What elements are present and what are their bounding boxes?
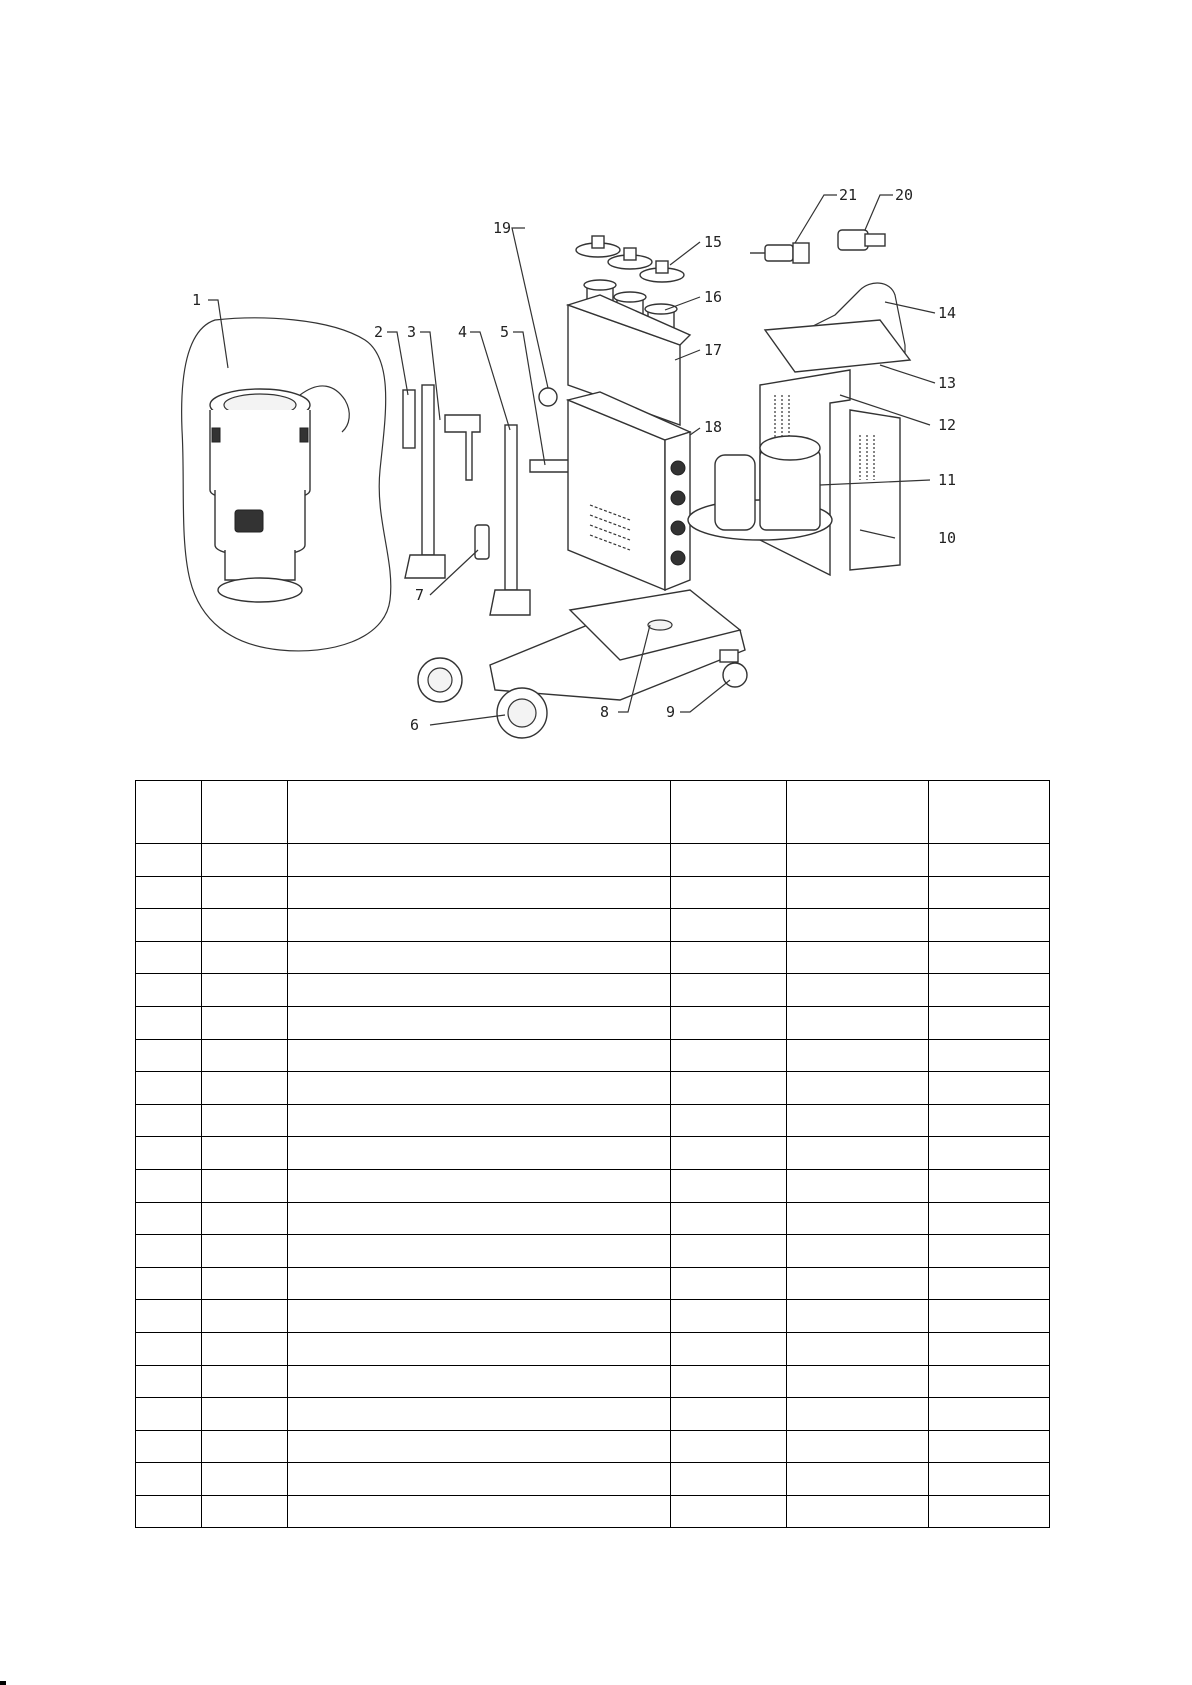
table-cell <box>929 1006 1050 1039</box>
table-cell <box>202 1137 288 1170</box>
table-row <box>136 1267 1050 1300</box>
table-row <box>136 1463 1050 1496</box>
table-cell <box>787 1202 929 1235</box>
part-9-caster <box>720 650 747 687</box>
table-cell <box>202 1398 288 1431</box>
part-1-separator <box>182 318 391 651</box>
callout-2: 2 <box>374 323 384 341</box>
table-cell <box>288 941 671 974</box>
page-edge-mark <box>0 1681 6 1685</box>
table-cell <box>929 941 1050 974</box>
table-cell <box>202 1104 288 1137</box>
callout-1: 1 <box>192 291 202 309</box>
table-cell <box>136 844 202 877</box>
table-cell <box>787 974 929 1007</box>
table-cell <box>671 941 787 974</box>
table-cell <box>671 1104 787 1137</box>
table-cell <box>929 1235 1050 1268</box>
table-cell <box>787 1137 929 1170</box>
table-body <box>136 844 1050 1528</box>
part-20-coupling <box>838 230 885 250</box>
table-cell <box>202 1365 288 1398</box>
table-cell <box>202 941 288 974</box>
table-cell <box>288 1495 671 1528</box>
table-cell <box>288 1202 671 1235</box>
table-cell <box>929 1169 1050 1202</box>
part-2-bracket <box>403 390 415 448</box>
table-cell <box>136 909 202 942</box>
table-row <box>136 1006 1050 1039</box>
table-cell <box>202 844 288 877</box>
table-cell <box>671 1430 787 1463</box>
part-19-knob <box>539 388 557 406</box>
table-cell <box>288 1398 671 1431</box>
table-cell <box>787 1104 929 1137</box>
table-cell <box>671 1267 787 1300</box>
table-cell <box>202 1430 288 1463</box>
table-cell <box>671 1137 787 1170</box>
table-row <box>136 1039 1050 1072</box>
table-row <box>136 1398 1050 1431</box>
header-cell <box>136 781 202 844</box>
table-cell <box>929 1463 1050 1496</box>
table-cell <box>136 1430 202 1463</box>
table-cell <box>787 1398 929 1431</box>
table-cell <box>136 1039 202 1072</box>
table-row <box>136 974 1050 1007</box>
callout-3: 3 <box>407 323 417 341</box>
table-cell <box>929 1300 1050 1333</box>
table-cell <box>787 1169 929 1202</box>
table-cell <box>136 1332 202 1365</box>
table-cell <box>202 1300 288 1333</box>
table-cell <box>929 1398 1050 1431</box>
callout-20: 20 <box>895 186 914 204</box>
table-cell <box>671 1006 787 1039</box>
table-cell <box>929 876 1050 909</box>
table-cell <box>671 1202 787 1235</box>
table-cell <box>787 1300 929 1333</box>
table-cell <box>288 1039 671 1072</box>
table-row <box>136 1430 1050 1463</box>
table-cell <box>929 844 1050 877</box>
table-cell <box>929 1202 1050 1235</box>
table-cell <box>288 974 671 1007</box>
part-4-upright <box>490 425 530 615</box>
part-10-side-panel <box>850 410 900 570</box>
table-cell <box>787 1365 929 1398</box>
table-cell <box>288 1300 671 1333</box>
table-cell <box>136 1398 202 1431</box>
header-cell <box>787 781 929 844</box>
table-header-row <box>136 781 1050 844</box>
table-cell <box>202 1169 288 1202</box>
table-cell <box>136 941 202 974</box>
table-cell <box>202 1267 288 1300</box>
table-cell <box>671 1332 787 1365</box>
table-cell <box>929 974 1050 1007</box>
table-cell <box>929 1267 1050 1300</box>
table-cell <box>288 909 671 942</box>
table-cell <box>136 1006 202 1039</box>
table-cell <box>929 1137 1050 1170</box>
table-row <box>136 1332 1050 1365</box>
parts-list-table <box>135 780 1050 1528</box>
header-cell <box>288 781 671 844</box>
table-cell <box>288 1137 671 1170</box>
table-cell <box>202 1495 288 1528</box>
table-cell <box>136 876 202 909</box>
table-row <box>136 1300 1050 1333</box>
part-3-upright <box>405 385 480 578</box>
table-row <box>136 1365 1050 1398</box>
callout-17: 17 <box>704 341 723 359</box>
table-cell <box>202 1006 288 1039</box>
table-cell <box>136 1137 202 1170</box>
table-cell <box>787 1495 929 1528</box>
callout-7: 7 <box>415 586 425 604</box>
callout-11: 11 <box>938 471 957 489</box>
callout-18: 18 <box>704 418 723 436</box>
table-cell <box>787 1463 929 1496</box>
callout-10: 10 <box>938 529 957 547</box>
table-cell <box>136 1235 202 1268</box>
table-cell <box>288 1430 671 1463</box>
table-cell <box>202 1332 288 1365</box>
table-cell <box>671 1039 787 1072</box>
header-cell <box>929 781 1050 844</box>
table-cell <box>202 1202 288 1235</box>
table-cell <box>787 1235 929 1268</box>
table-cell <box>787 844 929 877</box>
table-cell <box>671 1398 787 1431</box>
table-cell <box>202 1039 288 1072</box>
table-cell <box>288 1365 671 1398</box>
callout-15: 15 <box>704 233 723 251</box>
table-cell <box>288 876 671 909</box>
table-row <box>136 909 1050 942</box>
table-cell <box>288 1006 671 1039</box>
table-cell <box>288 844 671 877</box>
table-cell <box>136 1267 202 1300</box>
table-cell <box>202 974 288 1007</box>
table-row <box>136 1104 1050 1137</box>
table-cell <box>787 1006 929 1039</box>
table-cell <box>136 1463 202 1496</box>
part-15-caps <box>576 236 684 282</box>
part-21-coupling <box>750 243 809 263</box>
table-cell <box>288 1463 671 1496</box>
part-5-bracket <box>530 460 570 472</box>
table-cell <box>787 876 929 909</box>
table-cell <box>787 1267 929 1300</box>
table-cell <box>288 1235 671 1268</box>
part-13-top-plate <box>765 320 910 372</box>
table-cell <box>136 1072 202 1105</box>
exploded-parts-diagram <box>0 0 1192 760</box>
table-cell <box>671 1365 787 1398</box>
table-cell <box>671 1072 787 1105</box>
table-row <box>136 1169 1050 1202</box>
table-cell <box>136 1495 202 1528</box>
table-cell <box>671 1169 787 1202</box>
table-cell <box>202 876 288 909</box>
table-row <box>136 1202 1050 1235</box>
table-cell <box>787 1039 929 1072</box>
table-cell <box>136 1365 202 1398</box>
table-cell <box>929 1430 1050 1463</box>
table-cell <box>202 909 288 942</box>
table-cell <box>202 1072 288 1105</box>
table-cell <box>136 974 202 1007</box>
callout-13: 13 <box>938 374 957 392</box>
table-cell <box>136 1202 202 1235</box>
table-cell <box>136 1300 202 1333</box>
table-cell <box>787 1072 929 1105</box>
table-cell <box>288 1104 671 1137</box>
table-row <box>136 876 1050 909</box>
table-cell <box>929 1039 1050 1072</box>
table-cell <box>929 909 1050 942</box>
table-row <box>136 1235 1050 1268</box>
table-cell <box>288 1332 671 1365</box>
table-row <box>136 941 1050 974</box>
table-cell <box>671 844 787 877</box>
table-cell <box>787 1430 929 1463</box>
header-cell <box>671 781 787 844</box>
table-cell <box>787 941 929 974</box>
table-cell <box>202 1235 288 1268</box>
table-cell <box>671 1463 787 1496</box>
table-cell <box>671 876 787 909</box>
table-cell <box>787 1332 929 1365</box>
callout-6: 6 <box>410 716 420 734</box>
header-cell <box>202 781 288 844</box>
table-cell <box>671 909 787 942</box>
table-cell <box>671 974 787 1007</box>
callout-4: 4 <box>458 323 468 341</box>
callout-21: 21 <box>839 186 858 204</box>
table-row <box>136 1072 1050 1105</box>
callout-12: 12 <box>938 416 957 434</box>
callout-16: 16 <box>704 288 723 306</box>
table-cell <box>929 1365 1050 1398</box>
table-cell <box>136 1104 202 1137</box>
table-cell <box>671 1235 787 1268</box>
callout-9: 9 <box>666 703 676 721</box>
table-cell <box>929 1072 1050 1105</box>
table-cell <box>929 1104 1050 1137</box>
table-row <box>136 1137 1050 1170</box>
callout-19: 19 <box>493 219 512 237</box>
table-cell <box>288 1169 671 1202</box>
callout-8: 8 <box>600 703 610 721</box>
table-cell <box>787 909 929 942</box>
table-cell <box>202 1463 288 1496</box>
part-7-filter-cartridge <box>475 525 489 559</box>
table-row <box>136 1495 1050 1528</box>
table-cell <box>288 1072 671 1105</box>
callout-5: 5 <box>500 323 510 341</box>
table-cell <box>671 1300 787 1333</box>
callout-14: 14 <box>938 304 957 322</box>
table-cell <box>929 1495 1050 1528</box>
table-cell <box>136 1169 202 1202</box>
table-row <box>136 844 1050 877</box>
table-cell <box>929 1332 1050 1365</box>
table-cell <box>671 1495 787 1528</box>
table-cell <box>288 1267 671 1300</box>
